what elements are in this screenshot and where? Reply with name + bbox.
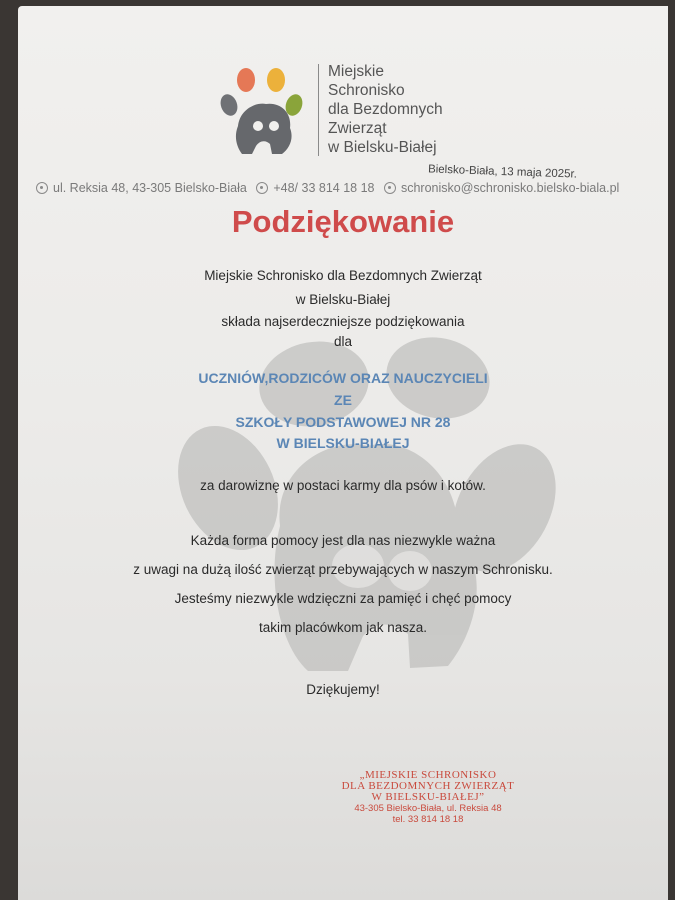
shelter-logo-icon — [220, 64, 312, 156]
logo-divider — [318, 64, 319, 156]
recipient-line: W BIELSKU-BIAŁEJ — [276, 435, 410, 451]
address-item: ul. Reksia 48, 43-305 Bielsko-Biała — [36, 181, 247, 195]
paragraph-line: Każda forma pomocy jest dla nas niezwykle ważna — [190, 533, 496, 548]
paragraph-line: z uwagi na dużą ilość zwierząt przebywających w naszym Schronisku. — [133, 562, 553, 577]
phone-item: +48/ 33 814 18 18 — [256, 181, 374, 195]
letter-page — [18, 6, 668, 900]
donation-line: za darowiznę w postaci karmy dla psów i kotów. — [200, 478, 486, 493]
page-title: Podziękowanie — [231, 204, 455, 239]
closing-text: Dziękujemy! — [306, 682, 380, 697]
intro-line: dla — [333, 334, 352, 349]
intro-line: w Bielsku-Białej — [295, 292, 391, 307]
recipient-line: ZE — [334, 392, 352, 408]
recipient-line: SZKOŁY PODSTAWOWEJ NR 28 — [235, 414, 451, 430]
contact-info — [36, 181, 668, 197]
intro-line: Miejskie Schronisko dla Bezdomnych Zwierząt — [204, 268, 482, 283]
intro-line: składa najserdeczniejsze podziękowania — [221, 314, 465, 329]
location-pin-icon — [36, 182, 48, 194]
org-name: Miejskie Schronisko dla Bezdomnych Zwierząt w Bielsku-Białej — [328, 63, 443, 156]
phone-icon — [256, 182, 268, 194]
paragraph-line: Jesteśmy niezwykle wdzięczni za pamięć i chęć pomocy — [174, 591, 512, 606]
paragraph-line: takim placówkom jak nasza. — [258, 620, 428, 635]
official-stamp: „MIEJSKIE SCHRONISKO DLA BEZDOMNYCH ZWIERZĄT W BIELSKU-BIAŁEJ” 43-305 Bielsko-Biała, ul. Reksia 48 tel. 33 814 18 18 — [341, 769, 515, 825]
email-icon — [384, 182, 396, 194]
letter-date: Bielsko-Biała, 13 maja 2025r. — [427, 163, 578, 181]
email-item: schronisko@schronisko.bielsko-biala.pl — [384, 181, 619, 195]
recipient-line: UCZNIÓW,RODZICÓW ORAZ NAUCZYCIELI — [198, 370, 488, 386]
